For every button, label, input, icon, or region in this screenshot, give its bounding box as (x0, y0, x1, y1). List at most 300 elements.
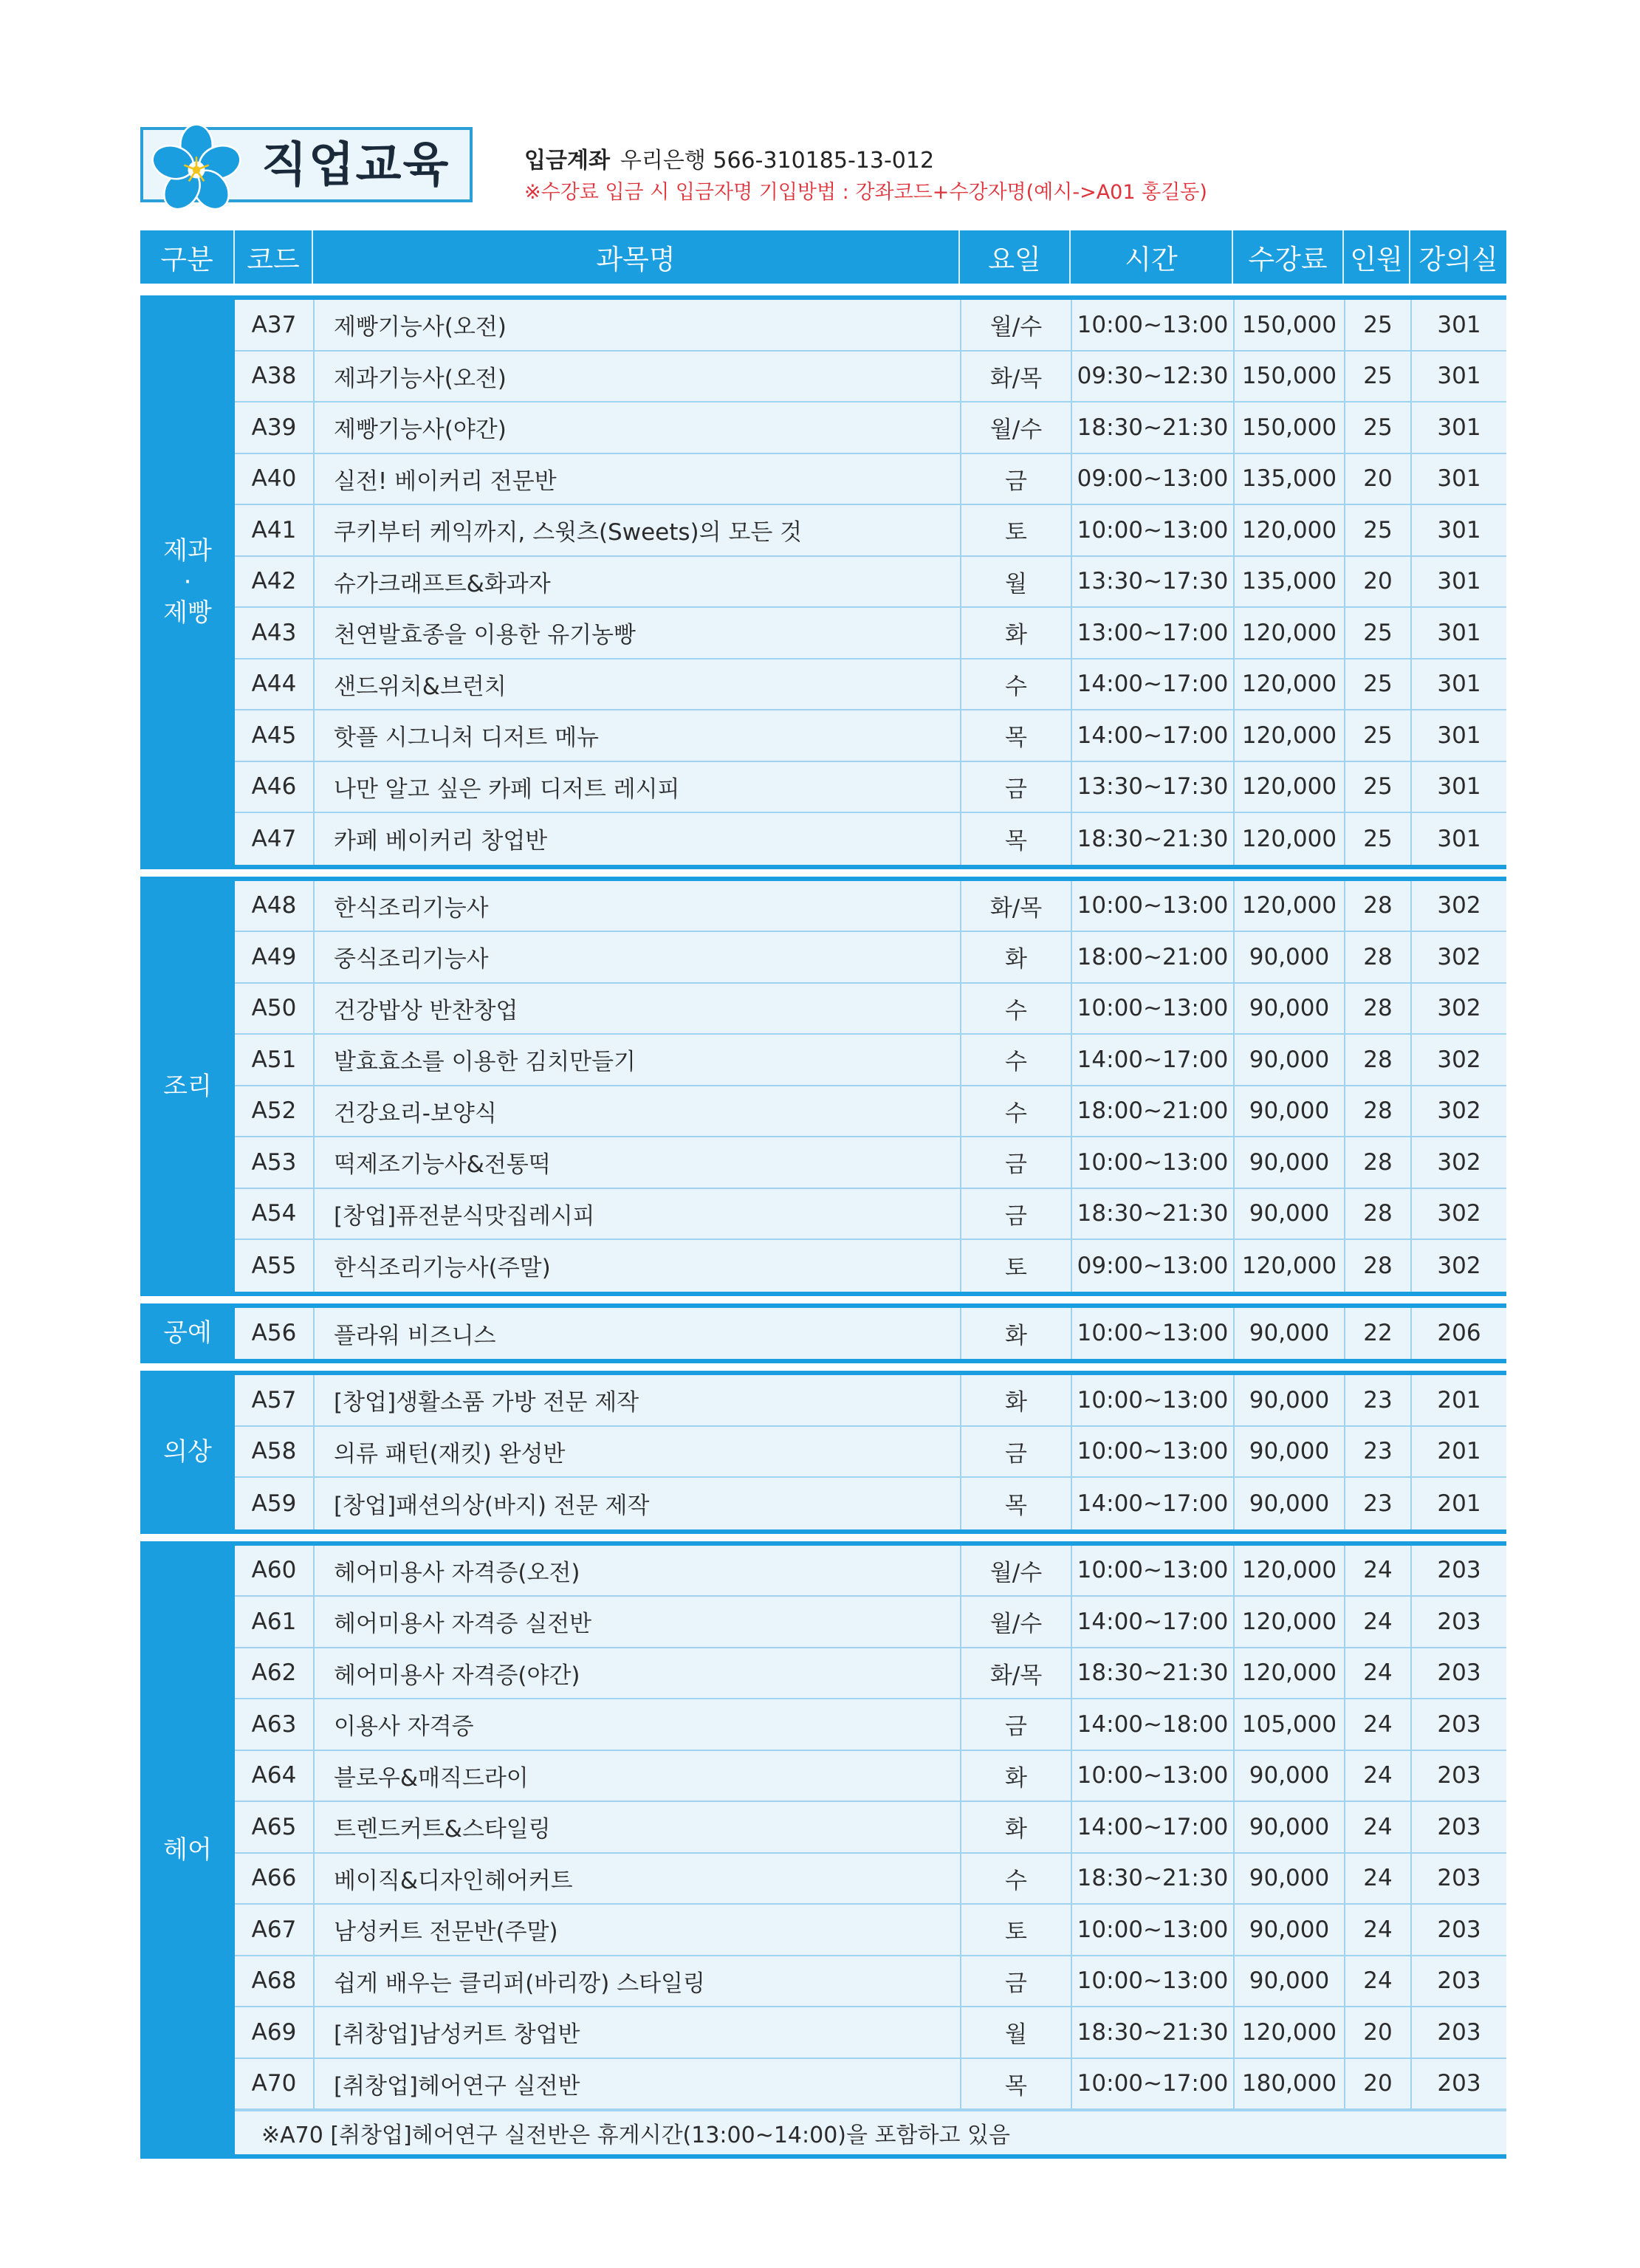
course-fee: 90,000 (1233, 1308, 1344, 1360)
deposit-note: ※수강료 입금 시 입금자명 기입방법 : 강좌코드+수강자명(예시->A01 홍길동) (524, 181, 1207, 204)
course-code: A65 (251, 1813, 297, 1840)
flower-logo-icon (149, 123, 244, 217)
course-code: A63 (251, 1710, 297, 1738)
course-capacity: 23 (1344, 1375, 1410, 1425)
course-fee: 120,000 (1233, 2007, 1344, 2058)
course-fee: 90,000 (1233, 1375, 1344, 1425)
table-row (235, 2007, 1506, 2059)
course-day: 화/목 (960, 352, 1071, 402)
course-room: 301 (1410, 454, 1506, 504)
course-day: 토 (960, 505, 1071, 555)
course-name: 트렌드커트&스타일링 (313, 1802, 960, 1852)
course-time: 09:00~13:00 (1071, 454, 1233, 504)
course-time: 10:00~13:00 (1071, 505, 1233, 555)
course-code: A39 (251, 414, 297, 441)
course-time: 10:00~13:00 (1071, 1956, 1233, 2007)
course-capacity: 25 (1344, 402, 1410, 453)
course-time: 18:00~21:00 (1071, 932, 1233, 982)
course-name: [창업]생활소품 가방 전문 제작 (313, 1375, 960, 1425)
course-code: A53 (251, 1148, 297, 1176)
course-capacity: 28 (1344, 1035, 1410, 1085)
column-header-day: 요일 (960, 230, 1071, 284)
course-fee: 90,000 (1233, 1427, 1344, 1477)
course-room: 301 (1410, 557, 1506, 607)
column-header-capacity: 인원 (1344, 230, 1410, 284)
course-fee: 120,000 (1233, 1546, 1344, 1596)
course-day: 금 (960, 454, 1071, 504)
course-time: 10:00~13:00 (1071, 1905, 1233, 1955)
course-time: 10:00~13:00 (1071, 1375, 1233, 1425)
course-name: 블로우&매직드라이 (313, 1751, 960, 1801)
course-capacity: 25 (1344, 710, 1410, 761)
course-time: 14:00~17:00 (1071, 710, 1233, 761)
course-day: 화 (960, 1802, 1071, 1852)
course-name: 이용사 자격증 (313, 1699, 960, 1750)
course-day: 수 (960, 984, 1071, 1034)
course-capacity: 24 (1344, 1802, 1410, 1852)
column-header-category: 구분 (140, 230, 235, 284)
course-name: 건강요리-보양식 (313, 1086, 960, 1137)
column-header-time: 시간 (1071, 230, 1233, 284)
course-fee: 105,000 (1233, 1699, 1344, 1750)
course-capacity: 24 (1344, 1546, 1410, 1596)
course-name: 제빵기능사(야간) (313, 402, 960, 453)
course-capacity: 24 (1344, 1854, 1410, 1904)
course-code: A43 (251, 619, 297, 646)
course-time: 14:00~18:00 (1071, 1699, 1233, 1750)
course-group (140, 1371, 1506, 1534)
course-fee: 120,000 (1233, 762, 1344, 812)
category-label: 헤어 (140, 1546, 235, 2155)
table-row (235, 1802, 1506, 1854)
table-row (235, 762, 1506, 814)
course-room: 301 (1410, 505, 1506, 555)
table-row (235, 813, 1506, 865)
course-fee: 90,000 (1233, 1478, 1344, 1529)
course-capacity: 23 (1344, 1427, 1410, 1477)
course-time: 14:00~17:00 (1071, 659, 1233, 710)
course-capacity: 23 (1344, 1478, 1410, 1529)
course-time: 18:30~21:30 (1071, 1189, 1233, 1239)
course-day: 수 (960, 1854, 1071, 1904)
table-row (235, 932, 1506, 984)
table-row (235, 1240, 1506, 1292)
course-code: A70 (251, 2070, 297, 2097)
course-name: 쿠키부터 케익까지, 스윗츠(Sweets)의 모든 것 (313, 505, 960, 555)
table-row (235, 505, 1506, 557)
course-day: 금 (960, 1137, 1071, 1188)
course-time: 10:00~13:00 (1071, 1427, 1233, 1477)
course-code: A69 (251, 2018, 297, 2046)
course-fee: 90,000 (1233, 932, 1344, 982)
course-capacity: 28 (1344, 932, 1410, 982)
course-rows (235, 300, 1506, 865)
course-code: A37 (251, 311, 297, 338)
course-name: 베이직&디자인헤어커트 (313, 1854, 960, 1904)
course-group (140, 295, 1506, 869)
course-day: 화 (960, 608, 1071, 658)
course-name: 헤어미용사 자격증 실전반 (313, 1597, 960, 1647)
table-row (235, 1905, 1506, 1956)
course-room: 302 (1410, 1189, 1506, 1239)
course-capacity: 20 (1344, 2007, 1410, 2058)
course-day: 화/목 (960, 1648, 1071, 1699)
course-fee: 135,000 (1233, 454, 1344, 504)
table-row (235, 2059, 1506, 2111)
course-room: 301 (1410, 402, 1506, 453)
course-code: A66 (251, 1865, 297, 1892)
course-day: 화 (960, 1751, 1071, 1801)
course-name: 의류 패턴(재킷) 완성반 (313, 1427, 960, 1477)
course-day: 토 (960, 1240, 1071, 1292)
course-day: 목 (960, 2059, 1071, 2109)
course-fee: 90,000 (1233, 1035, 1344, 1085)
course-day: 수 (960, 1086, 1071, 1137)
course-day: 금 (960, 1699, 1071, 1750)
course-time: 18:30~21:30 (1071, 813, 1233, 865)
course-day: 금 (960, 762, 1071, 812)
course-room: 301 (1410, 300, 1506, 350)
course-day: 화 (960, 932, 1071, 982)
course-rows (235, 881, 1506, 1292)
course-time: 10:00~13:00 (1071, 1751, 1233, 1801)
course-fee: 90,000 (1233, 1905, 1344, 1955)
course-room: 203 (1410, 1648, 1506, 1699)
course-name: 한식조리기능사 (313, 881, 960, 931)
course-fee: 150,000 (1233, 352, 1344, 402)
course-fee: 120,000 (1233, 881, 1344, 931)
course-name: 떡제조기능사&전통떡 (313, 1137, 960, 1188)
course-name: [취창업]남성커트 창업반 (313, 2007, 960, 2058)
course-fee: 120,000 (1233, 1597, 1344, 1647)
course-fee: 150,000 (1233, 300, 1344, 350)
course-fee: 90,000 (1233, 984, 1344, 1034)
table-footnote: ※A70 [취창업]헤어연구 실전반은 휴게시간(13:00~14:00)을 포함하고 있음 (235, 2110, 1506, 2154)
course-code: A60 (251, 1557, 297, 1584)
course-code: A51 (251, 1046, 297, 1073)
course-room: 301 (1410, 762, 1506, 812)
course-time: 10:00~13:00 (1071, 881, 1233, 931)
course-room: 203 (1410, 1751, 1506, 1801)
course-day: 금 (960, 1189, 1071, 1239)
column-header-fee: 수강료 (1233, 230, 1344, 284)
course-capacity: 20 (1344, 454, 1410, 504)
course-name: 제빵기능사(오전) (313, 300, 960, 350)
course-code: A49 (251, 943, 297, 970)
course-capacity: 24 (1344, 1648, 1410, 1699)
course-fee: 120,000 (1233, 813, 1344, 865)
table-row (235, 710, 1506, 762)
table-row (235, 1648, 1506, 1700)
course-room: 301 (1410, 352, 1506, 402)
table-row (235, 1189, 1506, 1241)
course-time: 18:30~21:30 (1071, 402, 1233, 453)
table-row (235, 1086, 1506, 1138)
course-capacity: 25 (1344, 352, 1410, 402)
course-time: 18:30~21:30 (1071, 1854, 1233, 1904)
course-time: 14:00~17:00 (1071, 1802, 1233, 1852)
course-code: A45 (251, 722, 297, 749)
course-name: [창업]패션의상(바지) 전문 제작 (313, 1478, 960, 1529)
course-fee: 90,000 (1233, 1086, 1344, 1137)
course-fee: 90,000 (1233, 1751, 1344, 1801)
course-name: 카페 베이커리 창업반 (313, 813, 960, 865)
course-capacity: 25 (1344, 813, 1410, 865)
course-fee: 120,000 (1233, 608, 1344, 658)
page-title: 직업교육 (261, 138, 450, 193)
table-row (235, 659, 1506, 711)
course-code: A44 (251, 671, 297, 698)
table-row (235, 1699, 1506, 1751)
course-rows (235, 1308, 1506, 1360)
course-room: 203 (1410, 1854, 1506, 1904)
course-fee: 120,000 (1233, 659, 1344, 710)
course-code: A59 (251, 1490, 297, 1517)
course-name: 건강밥상 반찬창업 (313, 984, 960, 1034)
course-room: 203 (1410, 1699, 1506, 1750)
course-capacity: 22 (1344, 1308, 1410, 1360)
course-time: 18:00~21:00 (1071, 1086, 1233, 1137)
course-time: 09:00~13:00 (1071, 1240, 1233, 1292)
course-capacity: 28 (1344, 1189, 1410, 1239)
course-capacity: 28 (1344, 984, 1410, 1034)
course-name: 나만 알고 싶은 카페 디저트 레시피 (313, 762, 960, 812)
course-room: 301 (1410, 813, 1506, 865)
course-time: 10:00~17:00 (1071, 2059, 1233, 2109)
course-room: 302 (1410, 932, 1506, 982)
course-capacity: 24 (1344, 1699, 1410, 1750)
course-room: 201 (1410, 1427, 1506, 1477)
course-code: A61 (251, 1608, 297, 1635)
course-code: A57 (251, 1386, 297, 1414)
course-day: 월 (960, 557, 1071, 607)
course-code: A50 (251, 995, 297, 1022)
course-name: 남성커트 전문반(주말) (313, 1905, 960, 1955)
course-name: 핫플 시그니처 디저트 메뉴 (313, 710, 960, 761)
table-header (140, 230, 1506, 288)
course-room: 301 (1410, 608, 1506, 658)
table-row (235, 1375, 1506, 1427)
course-capacity: 25 (1344, 300, 1410, 350)
table-row (235, 1751, 1506, 1803)
course-day: 월/수 (960, 1546, 1071, 1596)
column-header-room: 강의실 (1418, 244, 1498, 275)
course-time: 10:00~13:00 (1071, 1546, 1233, 1596)
course-capacity: 28 (1344, 1240, 1410, 1292)
course-capacity: 28 (1344, 881, 1410, 931)
course-room: 203 (1410, 2007, 1506, 2058)
course-day: 월/수 (960, 402, 1071, 453)
course-code: A38 (251, 363, 297, 390)
table-row (235, 1956, 1506, 2008)
account-label: 입금계좌 (524, 148, 610, 174)
course-code: A67 (251, 1916, 297, 1943)
course-day: 월/수 (960, 300, 1071, 350)
course-capacity: 24 (1344, 1597, 1410, 1647)
course-time: 18:30~21:30 (1071, 1648, 1233, 1699)
course-room: 203 (1410, 1802, 1506, 1852)
account-value: 우리은행 566-310185-13-012 (620, 148, 935, 174)
course-room: 203 (1410, 2059, 1506, 2109)
table-row (235, 402, 1506, 454)
course-fee: 90,000 (1233, 1189, 1344, 1239)
course-room: 302 (1410, 1035, 1506, 1085)
course-capacity: 28 (1344, 1137, 1410, 1188)
course-code: A54 (251, 1200, 297, 1227)
course-day: 월/수 (960, 1597, 1071, 1647)
course-code: A47 (251, 825, 297, 852)
course-fee: 150,000 (1233, 402, 1344, 453)
category-label: 공예 (140, 1308, 235, 1360)
course-code: A58 (251, 1438, 297, 1465)
table-row (235, 1597, 1506, 1648)
course-day: 화/목 (960, 881, 1071, 931)
course-name: [취창업]헤어연구 실전반 (313, 2059, 960, 2109)
course-fee: 135,000 (1233, 557, 1344, 607)
course-code: A46 (251, 773, 297, 801)
course-capacity: 20 (1344, 557, 1410, 607)
course-time: 14:00~17:00 (1071, 1035, 1233, 1085)
course-capacity: 24 (1344, 1956, 1410, 2007)
course-name: 샌드위치&브런치 (313, 659, 960, 710)
course-time: 18:30~21:30 (1071, 2007, 1233, 2058)
course-name: 발효효소를 이용한 김치만들기 (313, 1035, 960, 1085)
course-day: 수 (960, 1035, 1071, 1085)
table-row (235, 454, 1506, 506)
course-group (140, 877, 1506, 1296)
course-time: 13:00~17:00 (1071, 608, 1233, 658)
course-time: 14:00~17:00 (1071, 1478, 1233, 1529)
course-time: 13:30~17:30 (1071, 762, 1233, 812)
course-fee: 90,000 (1233, 1854, 1344, 1904)
course-name: 플라워 비즈니스 (313, 1308, 960, 1360)
table-body (140, 295, 1506, 2159)
course-fee: 120,000 (1233, 1240, 1344, 1292)
course-capacity: 25 (1344, 762, 1410, 812)
table-row (235, 1427, 1506, 1479)
course-day: 목 (960, 710, 1071, 761)
category-label: 제과 · 제빵 (140, 300, 235, 865)
course-fee: 90,000 (1233, 1802, 1344, 1852)
course-capacity: 20 (1344, 2059, 1410, 2109)
course-room: 203 (1410, 1956, 1506, 2007)
course-rows (235, 1546, 1506, 2155)
course-room: 301 (1410, 659, 1506, 710)
course-time: 10:00~13:00 (1071, 300, 1233, 350)
course-time: 10:00~13:00 (1071, 984, 1233, 1034)
column-header-code: 코드 (235, 230, 313, 284)
table-row (235, 984, 1506, 1035)
course-room: 301 (1410, 710, 1506, 761)
course-time: 10:00~13:00 (1071, 1308, 1233, 1360)
course-name: 슈가크래프트&화과자 (313, 557, 960, 607)
table-row (235, 1035, 1506, 1086)
course-fee: 90,000 (1233, 1137, 1344, 1188)
course-fee: 180,000 (1233, 2059, 1344, 2109)
course-capacity: 25 (1344, 659, 1410, 710)
table-row (235, 608, 1506, 659)
category-label: 조리 (140, 881, 235, 1292)
bank-account-info (524, 142, 934, 174)
course-name: 헤어미용사 자격증(오전) (313, 1546, 960, 1596)
course-day: 목 (960, 1478, 1071, 1529)
course-code: A42 (251, 568, 297, 595)
course-capacity: 24 (1344, 1751, 1410, 1801)
course-time: 10:00~13:00 (1071, 1137, 1233, 1188)
course-day: 토 (960, 1905, 1071, 1955)
course-code: A55 (251, 1252, 297, 1279)
course-code: A48 (251, 892, 297, 919)
table-row (235, 881, 1506, 933)
course-code: A40 (251, 465, 297, 493)
category-label: 의상 (140, 1375, 235, 1529)
course-capacity: 28 (1344, 1086, 1410, 1137)
course-capacity: 25 (1344, 608, 1410, 658)
course-name: 중식조리기능사 (313, 932, 960, 982)
course-name: 헤어미용사 자격증(야간) (313, 1648, 960, 1699)
course-table (140, 230, 1506, 2159)
course-fee: 120,000 (1233, 505, 1344, 555)
course-fee: 120,000 (1233, 710, 1344, 761)
course-day: 금 (960, 1956, 1071, 2007)
course-capacity: 25 (1344, 505, 1410, 555)
course-code: A64 (251, 1762, 297, 1789)
course-day: 화 (960, 1375, 1071, 1425)
table-row (235, 300, 1506, 352)
course-name: [창업]퓨전분식맛집레시피 (313, 1189, 960, 1239)
course-room: 302 (1410, 1240, 1506, 1292)
table-row (235, 1478, 1506, 1529)
course-day: 금 (960, 1427, 1071, 1477)
course-code: A62 (251, 1659, 297, 1687)
course-name: 제과기능사(오전) (313, 352, 960, 402)
course-name: 천연발효종을 이용한 유기농빵 (313, 608, 960, 658)
table-row (235, 1854, 1506, 1905)
course-name: 한식조리기능사(주말) (313, 1240, 960, 1292)
course-fee: 90,000 (1233, 1956, 1344, 2007)
course-room: 201 (1410, 1478, 1506, 1529)
course-capacity: 24 (1344, 1905, 1410, 1955)
course-code: A41 (251, 516, 297, 544)
table-row (235, 1308, 1506, 1360)
title-box (140, 127, 473, 202)
course-code: A56 (251, 1320, 297, 1347)
table-row (235, 1546, 1506, 1597)
course-room: 203 (1410, 1905, 1506, 1955)
column-header-course: 과목명 (313, 230, 960, 284)
course-day: 월 (960, 2007, 1071, 2058)
course-day: 화 (960, 1308, 1071, 1360)
course-room: 201 (1410, 1375, 1506, 1425)
course-time: 13:30~17:30 (1071, 557, 1233, 607)
course-code: A68 (251, 1967, 297, 1995)
course-fee: 120,000 (1233, 1648, 1344, 1699)
course-rows (235, 1375, 1506, 1529)
course-day: 수 (960, 659, 1071, 710)
course-room: 302 (1410, 881, 1506, 931)
course-day: 목 (960, 813, 1071, 865)
course-room: 302 (1410, 1137, 1506, 1188)
course-time: 14:00~17:00 (1071, 1597, 1233, 1647)
course-room: 302 (1410, 984, 1506, 1034)
course-time: 09:30~12:30 (1071, 352, 1233, 402)
course-room: 203 (1410, 1546, 1506, 1596)
course-group (140, 1541, 1506, 2159)
table-row (235, 557, 1506, 609)
course-name: 쉽게 배우는 클리퍼(바리깡) 스타일링 (313, 1956, 960, 2007)
course-room: 203 (1410, 1597, 1506, 1647)
table-row (235, 352, 1506, 403)
